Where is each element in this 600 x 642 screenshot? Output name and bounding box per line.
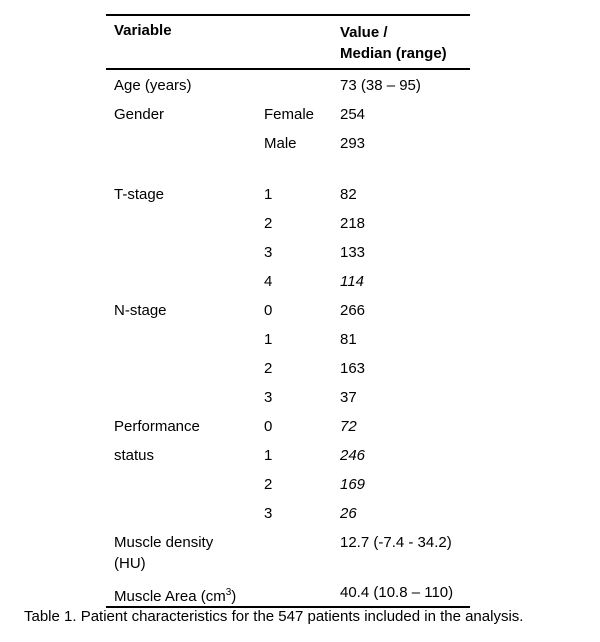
row-value: 37 — [340, 389, 357, 406]
table-row-n3 — [106, 382, 470, 411]
row-category: 1 — [264, 331, 273, 348]
row-variable-line1: Muscle density — [114, 534, 214, 551]
header-value-line2: Median (range) — [340, 45, 447, 62]
row-variable: N-stage — [114, 302, 167, 319]
header-variable: Variable — [114, 22, 172, 39]
row-variable-suffix: ) — [231, 588, 237, 605]
row-category: 2 — [264, 476, 273, 493]
row-value: 114 — [340, 273, 364, 290]
row-category: Female — [264, 106, 315, 123]
row-category: Male — [264, 135, 297, 152]
row-value: 40.4 (10.8 – 110) — [340, 584, 454, 601]
table-row-n0 — [106, 295, 470, 324]
row-category: 3 — [264, 505, 273, 522]
table-row-n2 — [106, 353, 470, 382]
table-row-area — [106, 577, 470, 606]
row-value: 218 — [340, 215, 366, 232]
table-row-t2 — [106, 208, 470, 237]
table-row-spacer — [106, 157, 470, 179]
table-row-p2 — [106, 469, 470, 498]
row-value: 81 — [340, 331, 357, 348]
row-value: 266 — [340, 302, 366, 319]
row-variable-line2: (HU) — [114, 555, 146, 572]
table-row-p0 — [106, 411, 470, 440]
table-row-p3 — [106, 498, 470, 527]
row-category: 0 — [264, 418, 273, 435]
table-row-age — [106, 70, 470, 99]
row-value: 254 — [340, 106, 366, 123]
row-variable: T-stage — [114, 186, 165, 203]
row-category: 2 — [264, 360, 273, 377]
row-variable: Age (years) — [114, 77, 192, 94]
row-variable: Performance — [114, 418, 200, 435]
row-value: 163 — [340, 360, 366, 377]
row-variable: Gender — [114, 106, 165, 123]
row-category: 3 — [264, 244, 273, 261]
table-row-t1 — [106, 179, 470, 208]
row-variable-superscript: 3 — [225, 587, 232, 598]
row-value: 169 — [340, 476, 366, 493]
table-row-n1 — [106, 324, 470, 353]
row-value: 82 — [340, 186, 357, 203]
table-row-gender-female — [106, 99, 470, 128]
row-variable-prefix: Muscle Area (cm — [114, 588, 226, 605]
row-category: 4 — [264, 273, 273, 290]
row-value: 293 — [340, 135, 366, 152]
row-variable — [114, 532, 213, 574]
row-category: 0 — [264, 302, 273, 319]
row-category: 1 — [264, 447, 273, 464]
header-value — [340, 22, 447, 64]
patient-characteristics-table — [106, 14, 470, 608]
table-header-row — [106, 16, 470, 66]
table-row-density — [106, 527, 470, 577]
row-variable — [114, 582, 236, 607]
table-row-gender-male — [106, 128, 470, 157]
table-caption: Table 1. Patient characteristics for the 547 patients included in the analysis. — [24, 608, 524, 625]
row-category: 1 — [264, 186, 273, 203]
row-value: 133 — [340, 244, 366, 261]
table-row-t3 — [106, 237, 470, 266]
row-value: 26 — [340, 505, 357, 522]
table-row-t4 — [106, 266, 470, 295]
row-category: 3 — [264, 389, 273, 406]
header-value-line1: Value / — [340, 24, 388, 41]
row-value: 72 — [340, 418, 357, 435]
row-variable: status — [114, 447, 155, 464]
row-value: 12.7 (-7.4 - 34.2) — [340, 534, 452, 551]
row-category: 2 — [264, 215, 273, 232]
table-row-p1 — [106, 440, 470, 469]
row-value: 246 — [340, 447, 366, 464]
row-value: 73 (38 – 95) — [340, 77, 421, 94]
